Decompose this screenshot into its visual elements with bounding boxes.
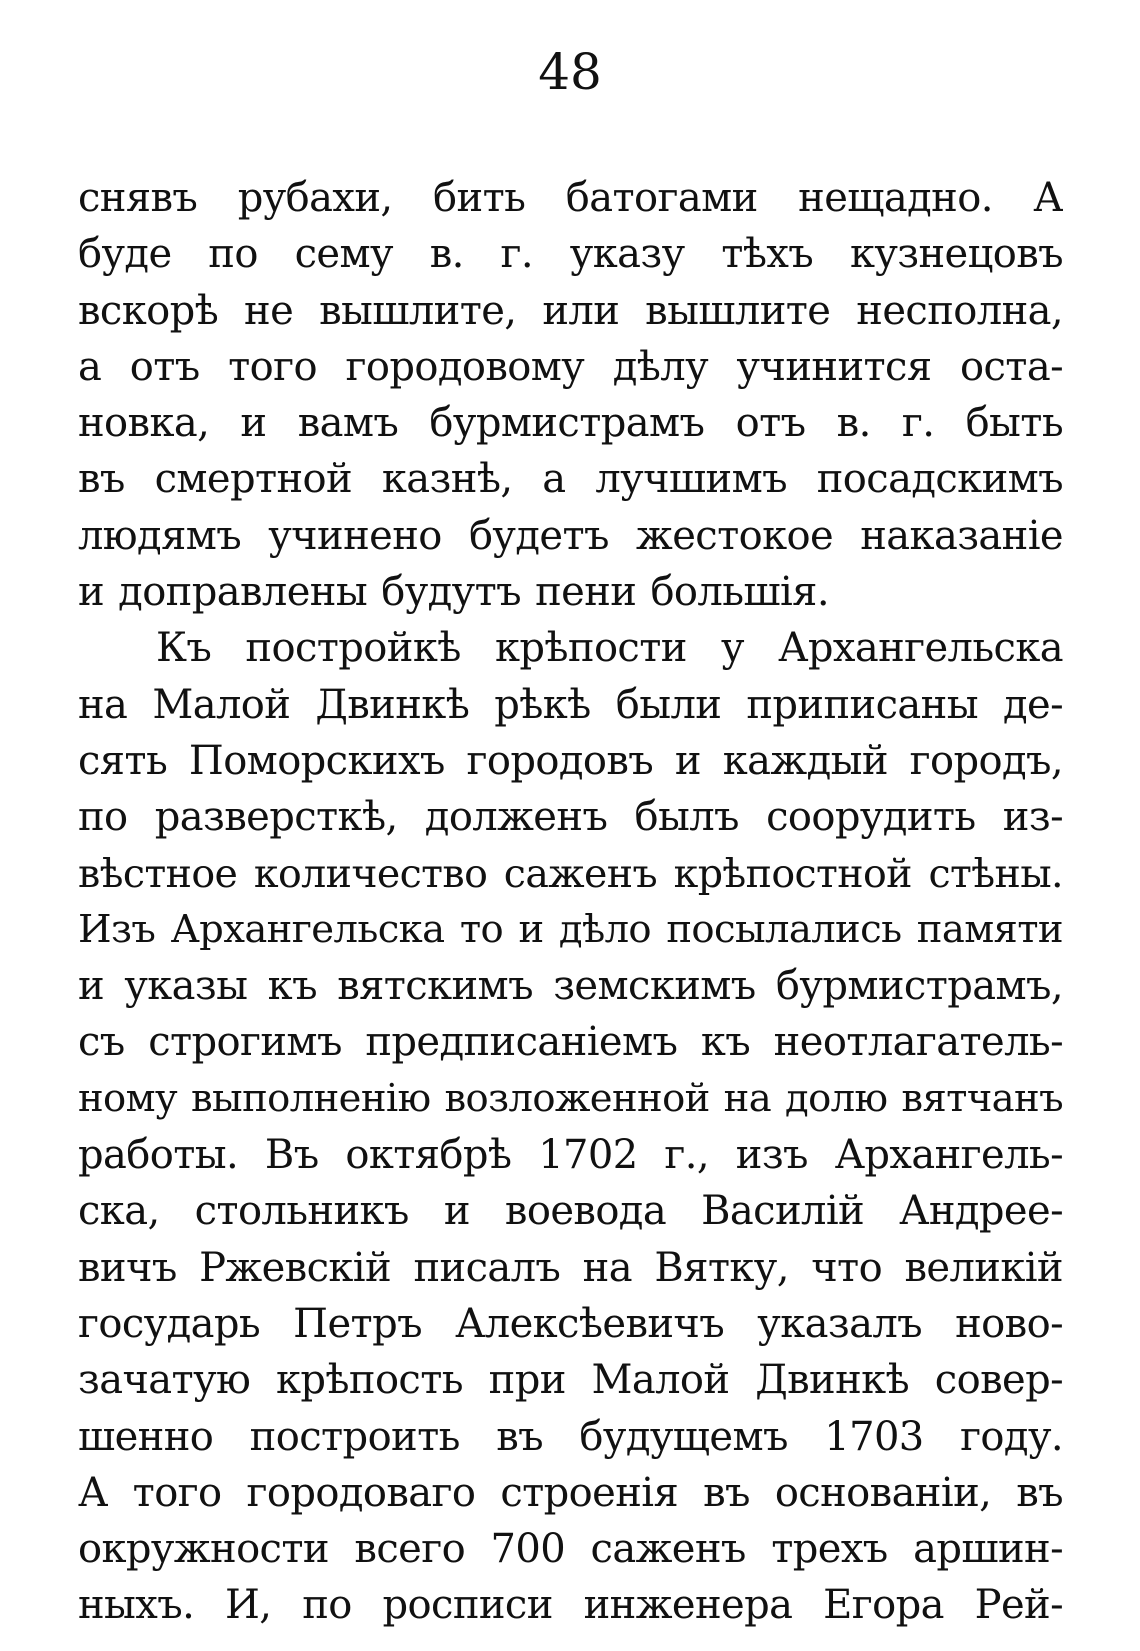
text-line: новка, и вамъ бурмистрамъ отъ в. г. быть — [78, 400, 1063, 447]
text-line: буде по сему в. г. указу тѣхъ кузнецовъ — [78, 231, 1063, 278]
text-line: и указы къ вятскимъ земскимъ бурмистрамъ, — [78, 963, 1063, 1010]
text-line: на Малой Двинкѣ рѣкѣ были приписаны де- — [78, 681, 1063, 728]
text-line: снявъ рубахи, бить батогами нещадно. А — [78, 175, 1063, 221]
text-line: окружности всего 700 саженъ трехъ аршин- — [78, 1526, 1063, 1573]
text-line: по разверсткѣ, долженъ былъ соорудить из- — [78, 794, 1063, 841]
text-line: ска, стольникъ и воевода Василій Андрее- — [78, 1188, 1063, 1235]
page-number: 48 — [538, 43, 602, 101]
text-line: ныхъ. И, по росписи инженера Егора Рей- — [78, 1582, 1063, 1629]
text-line: и доправлены будутъ пени большія. — [78, 569, 829, 616]
text-line: вичъ Ржевскій писалъ на Вятку, что великій — [78, 1244, 1063, 1291]
text-line: въ смертной казнѣ, а лучшимъ посадскимъ — [78, 456, 1063, 503]
text-line: ному выполненію возложенной на долю вятчанъ — [78, 1075, 1063, 1121]
text-line: съ строгимъ предписаніемъ къ неотлагатель- — [78, 1019, 1063, 1066]
text-line: людямъ учинено будетъ жестокое наказаніе — [78, 512, 1063, 559]
text-line: государь Петръ Алексѣевичъ указалъ ново- — [78, 1300, 1063, 1347]
text-line: вскорѣ не вышлите, или вышлите несполна, — [78, 287, 1063, 334]
text-line: работы. Въ октябрѣ 1702 г., изъ Архангель- — [78, 1132, 1063, 1179]
text-line: зачатую крѣпость при Малой Двинкѣ совер- — [78, 1357, 1063, 1404]
text-line: А того городоваго строенія въ основаніи, въ — [78, 1469, 1063, 1516]
text-line: шенно построить въ будущемъ 1703 году. — [78, 1413, 1063, 1460]
text-line: а отъ того городовому дѣлу учинится оста- — [78, 343, 1063, 390]
text-line: сять Поморскихъ городовъ и каждый городъ, — [78, 737, 1063, 784]
text-line: Изъ Архангельска то и дѣло посылались памяти — [78, 906, 1063, 952]
body-text — [78, 170, 1063, 1634]
text-line: Къ постройкѣ крѣпости у Архангельска — [156, 625, 1063, 672]
text-line: вѣстное количество саженъ крѣпостной стѣны. — [78, 850, 1063, 897]
